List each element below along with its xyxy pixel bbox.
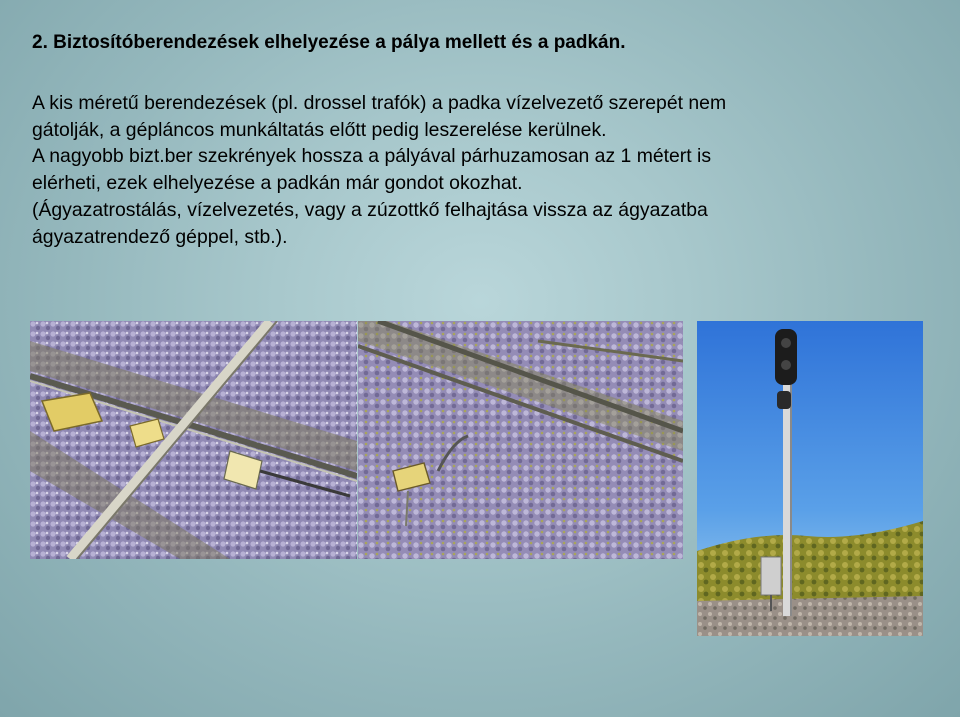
- body-line-2: gátolják, a gépláncos munkáltatás előtt pedig leszerelése kerülnek.: [32, 118, 607, 141]
- body-line-3: A nagyobb bizt.ber szekrények hossza a pályával párhuzamosan az 1 métert is: [32, 145, 712, 168]
- body-line-6: ágyazatrendező géppel, stb.).: [32, 225, 288, 248]
- body-line-4: elérheti, ezek elhelyezése a padkán már gondot okozhat.: [32, 172, 523, 195]
- body-line-1: A kis méretű berendezések (pl. drossel trafók) a padka vízelvezető szerepét nem: [32, 92, 727, 114]
- body-line-5: (Ágyazatrostálás, vízelvezetés, vagy a zúzottkő felhajtása vissza az ágyazatba: [32, 198, 708, 221]
- photo-track-equipment-2: [358, 321, 683, 559]
- slide-body: [32, 90, 932, 250]
- slide-title: 2. Biztosítóberendezések elhelyezése a pálya mellett és a padkán.: [32, 32, 626, 53]
- photo-track-equipment-1: [30, 321, 357, 559]
- photo-signal-mast: [697, 321, 923, 636]
